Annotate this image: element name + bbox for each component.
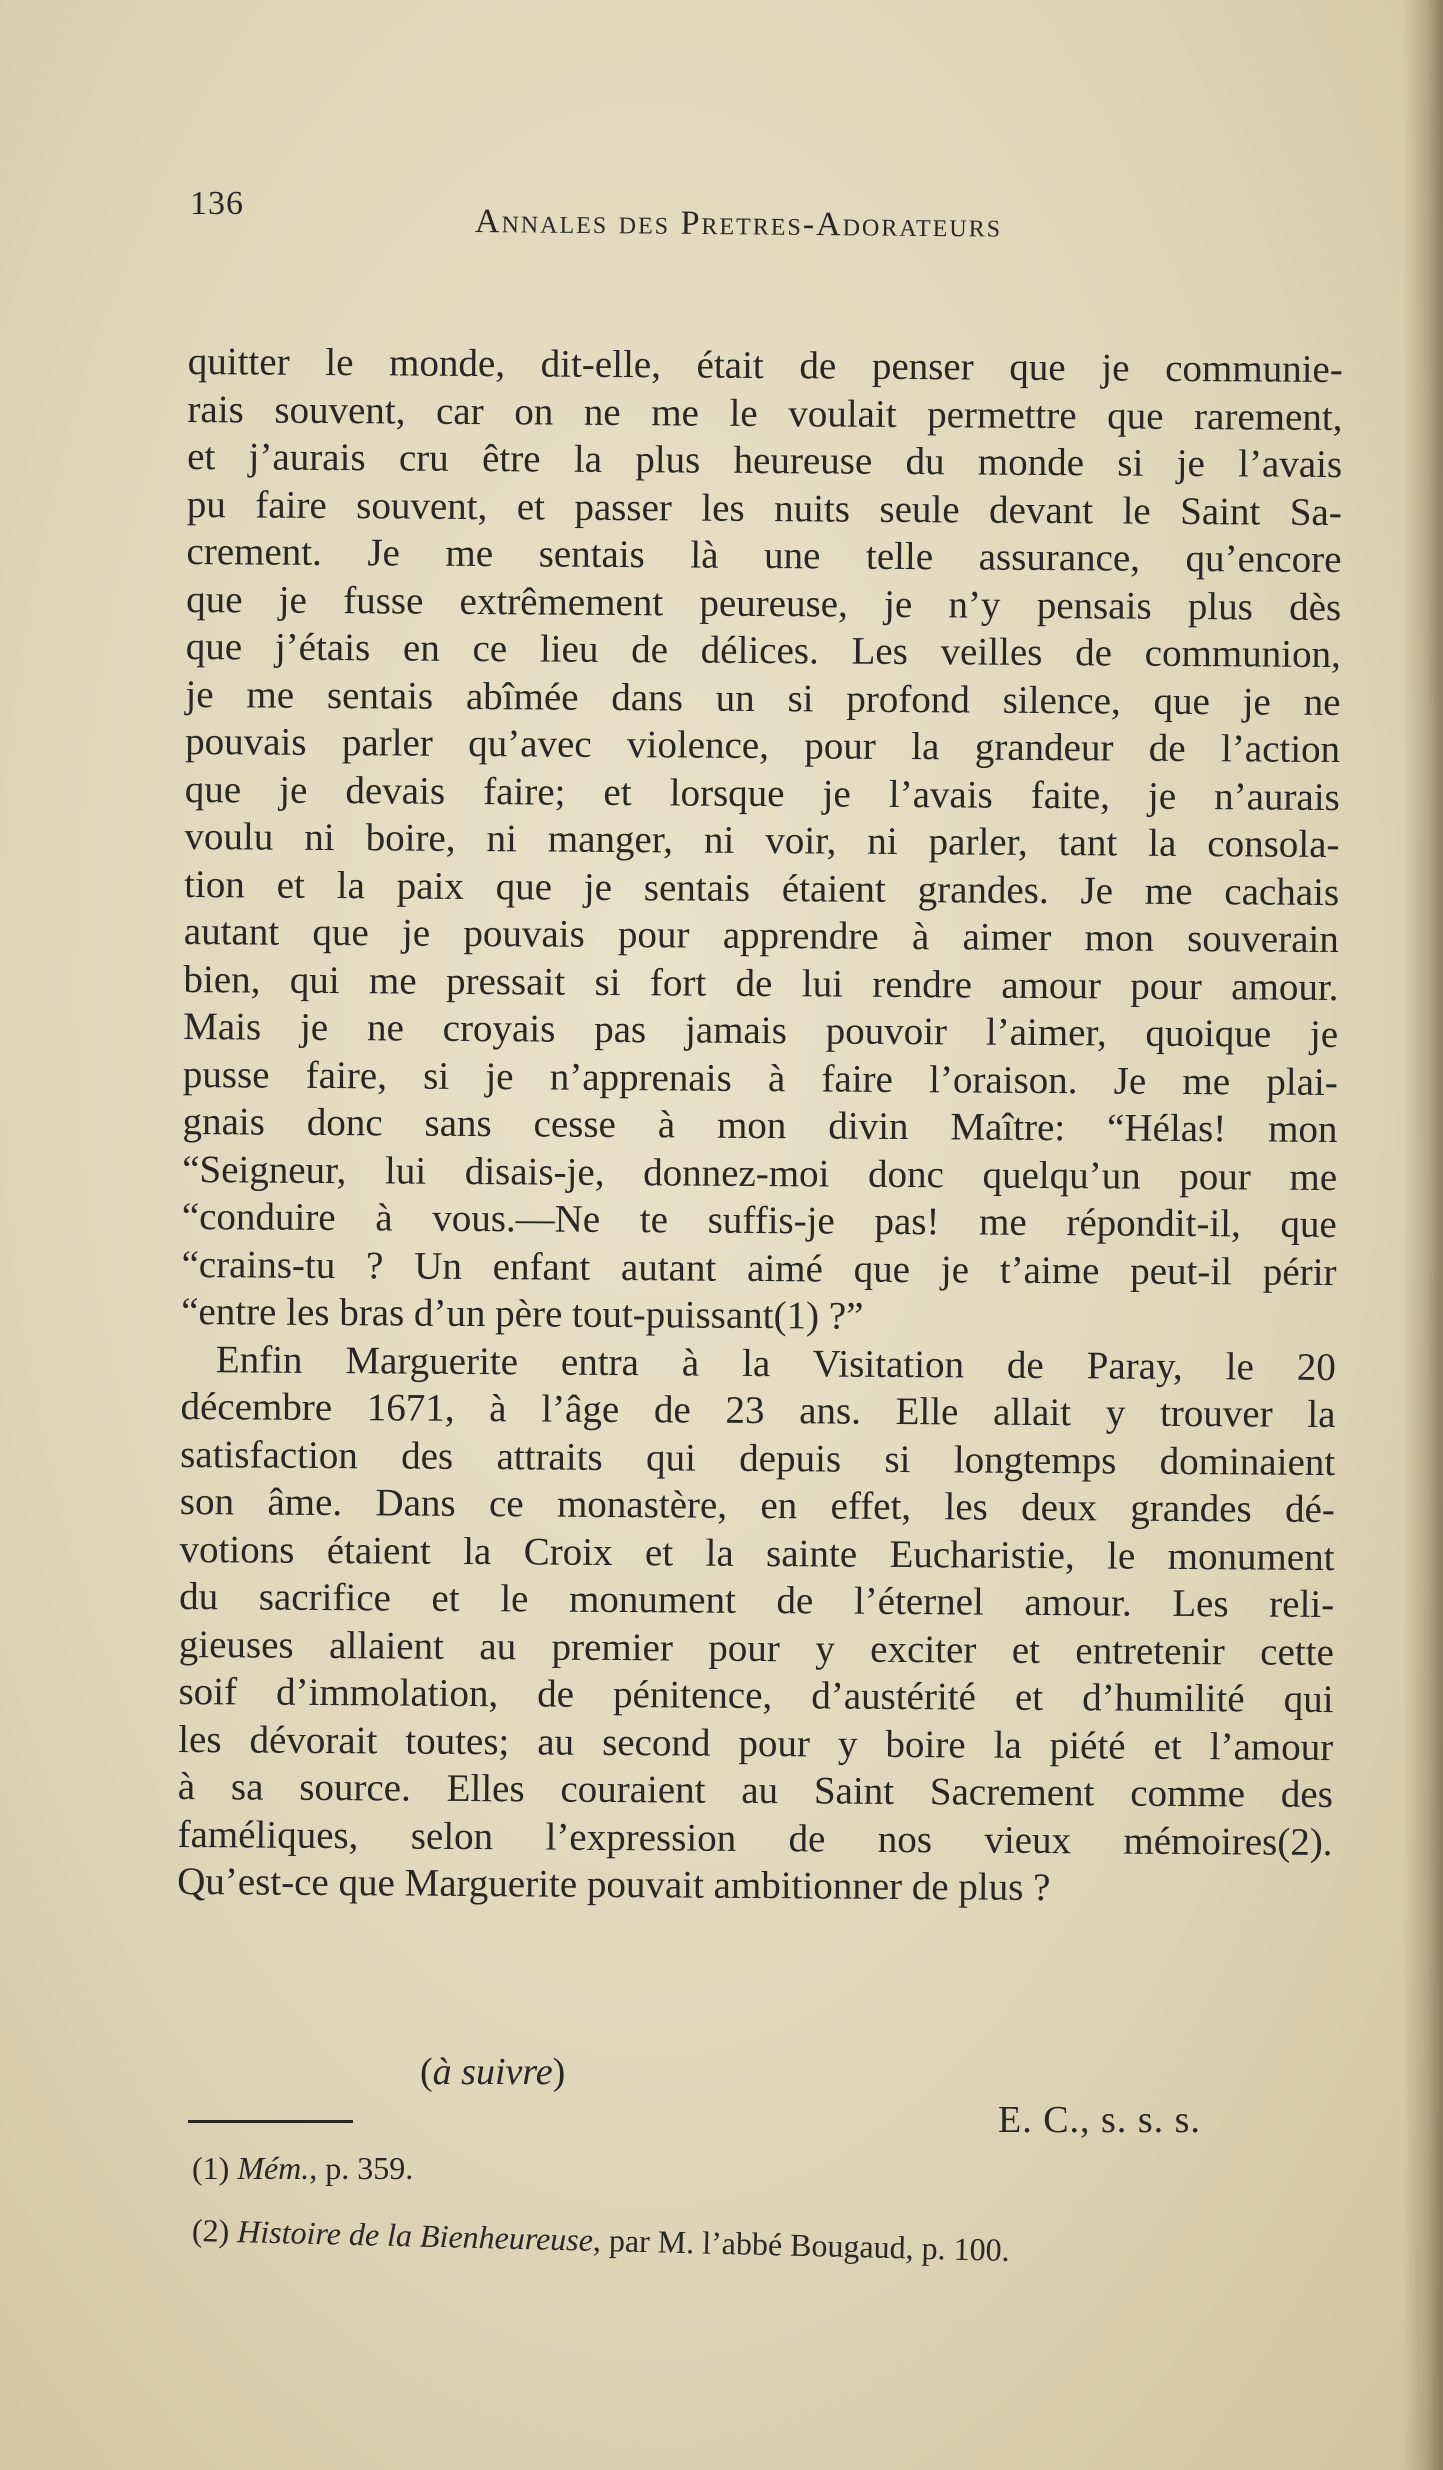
text-line: tion et la paix que je sentais étaient grandes. Je me cachais	[184, 862, 1340, 914]
text-line: pu faire souvent, et passer les nuits seule devant le Saint Sa-	[186, 482, 1342, 534]
footnote-reference: , p. 359.	[309, 2150, 414, 2186]
text-line: à sa source. Elles couraient au Saint Sacrement comme des	[177, 1764, 1334, 1817]
continuation-note	[420, 2050, 565, 2094]
footnote-title: Mém.	[237, 2150, 310, 2186]
footnote-reference: , par M. l’abbé Bougaud, p. 100.	[592, 2221, 1011, 2268]
footnote-marker: (1)	[192, 2150, 230, 2186]
text-line: faméliques, selon l’expression de nos vieux mémoires(2).	[177, 1812, 1333, 1864]
footnote-marker: (2)	[191, 2212, 230, 2249]
text-line: autant que je pouvais pour apprendre à aimer mon souverain	[183, 909, 1339, 962]
text-line: “crains-tu ? Un enfant autant aimé que je t’aime peut-il périr	[181, 1242, 1337, 1294]
text-line: son âme. Dans ce monastère, en effet, les deux grandes dé-	[179, 1479, 1335, 1532]
text-line: “entre les bras d’un père tout-puissant(1) ?”	[181, 1289, 864, 1338]
text-line: satisfaction des attraits qui depuis si longtemps dominaient	[180, 1432, 1336, 1484]
text-line: bien, qui me pressait si fort de lui rendre amour pour amour.	[183, 957, 1339, 1009]
text-line: crement. Je me sentais là une telle assurance, qu’encore	[186, 529, 1342, 582]
running-title: Annales des Pretres-Adorateurs	[474, 203, 1003, 245]
text-line: les dévorait toutes; au second pour y boire la piété et l’amour	[178, 1717, 1334, 1769]
text-line: que je fusse extrêmement peureuse, je n’y pensais plus dès	[186, 577, 1342, 629]
text-line: Mais je ne croyais pas jamais pouvoir l’aimer, quoique je	[183, 1004, 1339, 1057]
page-edge-shadow	[1403, 0, 1443, 2470]
text-line: pouvais parler qu’avec violence, pour la grandeur de l’action	[185, 719, 1341, 772]
page-header	[190, 185, 1320, 255]
text-line: gieuses allaient au premier pour y exciter et entretenir cette	[178, 1622, 1335, 1674]
author-signature: E. C., s. s. s.	[998, 2099, 1201, 2141]
text-line: gnais donc sans cesse à mon divin Maître: “Hélas! mon	[182, 1099, 1338, 1152]
text-line: du sacrifice et le monument de l’éternel amour. Les reli-	[179, 1574, 1335, 1627]
text-line: votions étaient la Croix et la sainte Eucharistie, le monument	[179, 1527, 1335, 1579]
continuation-close-paren: )	[552, 2051, 566, 2093]
text-line: “conduire à vous.—Ne te suffis-je pas! me répondit-il, que	[181, 1194, 1337, 1247]
footnote-rule	[188, 2120, 353, 2123]
text-line: Qu’est-ce que Marguerite pouvait ambitionner de plus ?	[177, 1859, 1051, 1910]
text-line: décembre 1671, à l’âge de 23 ans. Elle allait y trouver la	[180, 1384, 1336, 1437]
footnote-1	[192, 2150, 413, 2187]
text-line: “Seigneur, lui disais-je, donnez-moi donc quelqu’un pour me	[182, 1147, 1338, 1199]
body-text	[177, 338, 1343, 1914]
text-line: quitter le monde, dit-elle, était de penser que je communie-	[187, 339, 1343, 392]
continuation-open-paren: (	[420, 2051, 433, 2093]
text-line: que je devais faire; et lorsque je l’avais faite, je n’aurais	[184, 767, 1340, 819]
text-line: rais souvent, car on ne me le voulait permettre que rarement,	[187, 387, 1343, 439]
text-line: et j’aurais cru être la plus heureuse du monde si je l’avais	[187, 434, 1343, 487]
text-line: je me sentais abîmée dans un si profond silence, que je ne	[185, 672, 1341, 724]
footnote-title: Histoire de la Bienheureuse	[236, 2213, 594, 2258]
text-line: pusse faire, si je n’apprenais à faire l’oraison. Je me plai-	[182, 1052, 1338, 1104]
a-suivre-text: à suivre	[432, 2051, 553, 2093]
page-number: 136	[190, 185, 244, 222]
text-line: voulu ni boire, ni manger, ni voir, ni parler, tant la consola-	[184, 814, 1340, 867]
text-line: soif d’immolation, de pénitence, d’austérité et d’humilité qui	[178, 1669, 1334, 1722]
text-line: que j’étais en ce lieu de délices. Les veilles de communion,	[185, 624, 1341, 677]
footnote-2	[192, 2212, 1011, 2269]
text-line: Enfin Marguerite entra à la Visitation de Paray, le 20	[215, 1337, 1336, 1389]
